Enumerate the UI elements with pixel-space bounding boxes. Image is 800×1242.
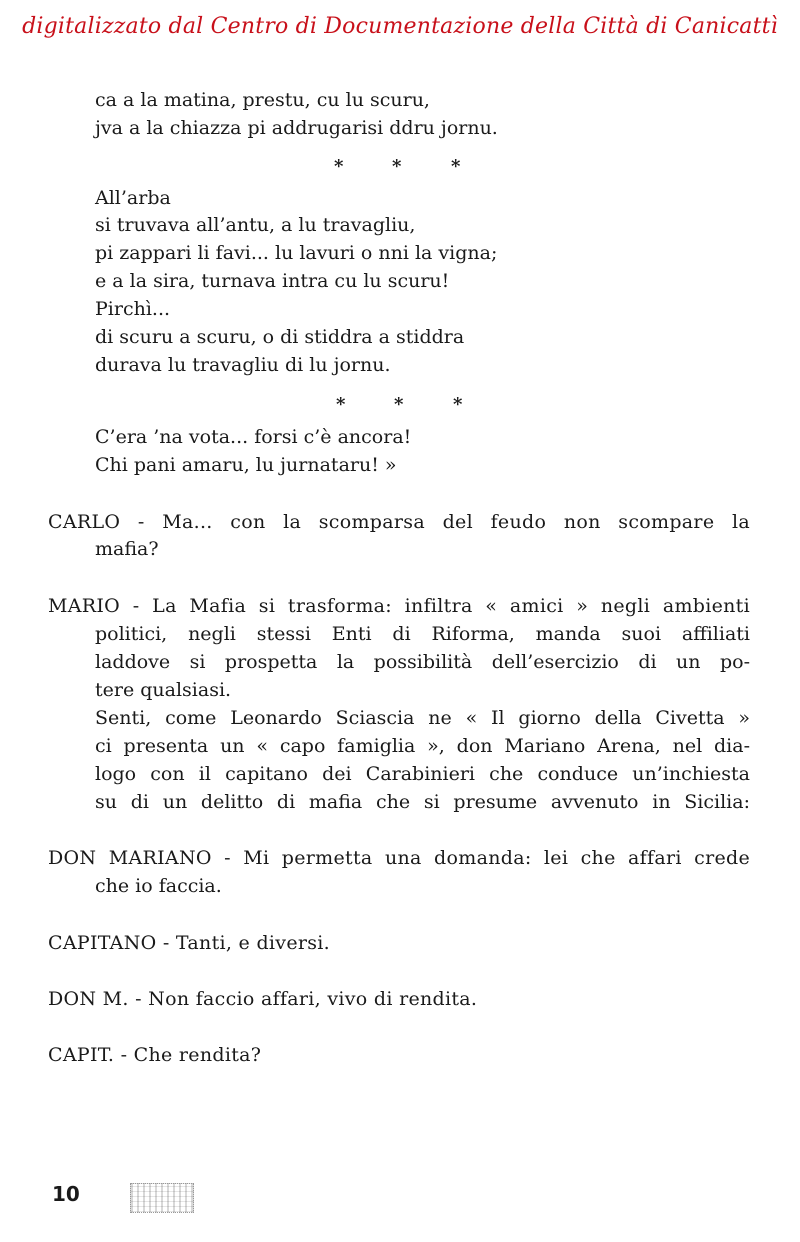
dialogue-line-don-m: DON M. - Non faccio affari, vivo di rendita.: [48, 988, 478, 1010]
separator-star: *: [392, 156, 402, 177]
separator-star: *: [453, 394, 463, 415]
dialogue-line-carlo: CARLO - Ma... con la scomparsa del feudo non scompare la: [48, 511, 750, 533]
dialogue-line-mario-cont: ci presenta un « capo famiglia », don Mariano Arena, nel dia-: [95, 735, 750, 757]
poem-line: ca a la matina, prestu, cu lu scuru,: [95, 89, 430, 111]
dialogue-line-mario-cont: tere qualsiasi.: [95, 679, 232, 701]
scan-stamp-mark: [130, 1183, 194, 1213]
poem-line: di scuru a scuru, o di stiddra a stiddra: [95, 326, 465, 348]
poem-line: jva a la chiazza pi addrugarisi ddru jornu.: [95, 117, 498, 139]
separator-star: *: [334, 156, 344, 177]
poem-line: pi zappari li favi... lu lavuri o nni la vigna;: [95, 242, 498, 264]
dialogue-line-capitano: CAPITANO - Tanti, e diversi.: [48, 932, 331, 954]
poem-line: si truvava all’antu, a lu travagliu,: [95, 214, 416, 236]
poem-line: C’era ’na vota... forsi c’è ancora!: [95, 426, 412, 448]
dialogue-line-mario-cont: logo con il capitano dei Carabinieri che conduce un’inchiesta: [95, 763, 750, 785]
dialogue-line-mario-cont: politici, negli stessi Enti di Riforma, manda suoi affiliati: [95, 623, 750, 645]
separator-star: *: [451, 156, 461, 177]
poem-line: durava lu travagliu di lu jornu.: [95, 354, 391, 376]
dialogue-line-mario-cont: laddove si prospetta la possibilità dell’esercizio di un po-: [95, 651, 750, 673]
dialogue-line-carlo-cont: mafia?: [95, 538, 159, 560]
dialogue-line-capit: CAPIT. - Che rendita?: [48, 1044, 262, 1066]
page-number: 10: [52, 1182, 80, 1206]
dialogue-line-don-mariano: DON MARIANO - Mi permetta una domanda: lei che affari crede: [48, 847, 750, 869]
poem-line: Chi pani amaru, lu jurnataru! »: [95, 454, 397, 476]
separator-star: *: [336, 394, 346, 415]
dialogue-line-don-mariano-cont: che io faccia.: [95, 875, 222, 897]
separator-star: *: [394, 394, 404, 415]
poem-line: Pirchì...: [95, 298, 171, 320]
poem-line: e a la sira, turnava intra cu lu scuru!: [95, 270, 450, 292]
dialogue-line-mario-cont: Senti, come Leonardo Sciascia ne « Il giorno della Civetta »: [95, 707, 750, 729]
poem-line: All’arba: [95, 187, 171, 209]
archive-watermark: digitalizzato dal Centro di Documentazione della Città di Canicattì: [22, 14, 778, 39]
dialogue-line-mario: MARIO - La Mafia si trasforma: infiltra « amici » negli ambienti: [48, 595, 750, 617]
dialogue-line-mario-cont: su di un delitto di mafia che si presume avvenuto in Sicilia:: [95, 791, 750, 813]
